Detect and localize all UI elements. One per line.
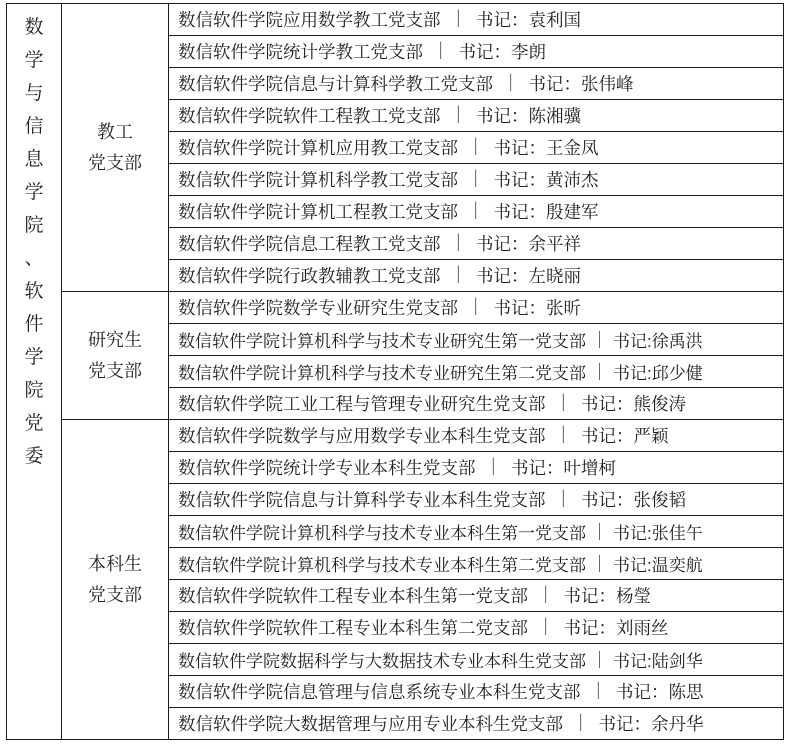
divider-bar: ｜	[467, 169, 485, 189]
secretary-name: 陈湘骥	[528, 106, 581, 126]
secretary-label: 书记：	[581, 394, 634, 414]
secretary-name: 邱少健	[651, 364, 703, 383]
group-label-line: 本科生	[88, 553, 142, 574]
divider-bar: ｜	[449, 105, 467, 125]
branch-row-cell	[169, 324, 784, 356]
branch-name: 数信软件学院计算机工程教工党支部	[178, 202, 458, 222]
secretary-label: 书记：	[528, 74, 581, 94]
secretary-name: 李朗	[511, 42, 546, 62]
college-header-char: 、	[24, 248, 44, 269]
branch-name: 数信软件学院信息与计算科学教工党支部	[178, 74, 493, 94]
secretary-label: 书记：	[581, 490, 634, 510]
college-header-char: 学	[24, 347, 44, 368]
divider-bar: ｜	[589, 681, 607, 701]
divider-bar: ｜	[591, 651, 608, 670]
secretary-label: 书记：	[563, 618, 616, 638]
branch-row-cell	[169, 356, 784, 388]
secretary-label: 书记：	[476, 10, 529, 30]
secretary-label: 书记：	[493, 202, 546, 222]
divider-bar: ｜	[572, 713, 590, 733]
secretary-label: 书记：	[476, 234, 529, 254]
college-header-char: 院	[24, 380, 44, 401]
college-header-char: 学	[24, 182, 44, 203]
college-header-char: 信	[24, 116, 44, 137]
branch-row-cell	[169, 260, 784, 292]
branch-name: 数信软件学院行政教辅教工党支部	[178, 266, 441, 286]
branch-name: 数信软件学院数据科学与大数据技术专业本科生党支部	[178, 652, 586, 671]
branch-name: 数信软件学院数学与应用数学专业本科生党支部	[178, 426, 546, 446]
secretary-name: 张昕	[546, 298, 581, 318]
secretary-label: 书记:	[613, 524, 652, 543]
secretary-label: 书记：	[493, 298, 546, 318]
branch-row-cell	[169, 580, 784, 612]
divider-bar: ｜	[449, 9, 467, 29]
secretary-name: 陆剑华	[651, 652, 703, 671]
college-header-char: 数	[24, 17, 44, 38]
branch-row-cell	[169, 4, 784, 36]
group-label-line: 党支部	[88, 584, 142, 605]
branch-name: 数信软件学院计算机科学与技术专业本科生第一党支部	[178, 524, 586, 543]
college-header-char: 软	[24, 281, 44, 302]
branch-row-cell	[169, 292, 784, 324]
secretary-label: 书记：	[511, 458, 564, 478]
branch-row-cell	[169, 676, 784, 708]
secretary-name: 余丹华	[651, 714, 704, 734]
divider-bar: ｜	[554, 425, 572, 445]
secretary-name: 余平祥	[528, 234, 581, 254]
divider-bar: ｜	[554, 489, 572, 509]
branch-row-cell	[169, 452, 784, 484]
divider-bar: ｜	[591, 523, 608, 542]
secretary-label: 书记:	[613, 652, 652, 671]
branch-name: 数信软件学院大数据管理与应用专业本科生党支部	[178, 714, 563, 734]
secretary-name: 张伟峰	[581, 74, 634, 94]
secretary-name: 刘雨丝	[616, 618, 669, 638]
branch-row-cell	[169, 68, 784, 100]
secretary-name: 左晓丽	[528, 266, 581, 286]
college-header-char: 与	[24, 83, 44, 104]
college-header-char: 息	[24, 149, 44, 170]
group-label-line: 党支部	[88, 360, 142, 381]
branch-name: 数信软件学院信息管理与信息系统专业本科生党支部	[178, 682, 581, 702]
secretary-label: 书记:	[613, 364, 652, 383]
branch-name: 数信软件学院信息工程教工党支部	[178, 234, 441, 254]
divider-bar: ｜	[467, 297, 485, 317]
divider-bar: ｜	[502, 73, 520, 93]
branch-name: 数信软件学院软件工程专业本科生第二党支部	[178, 618, 528, 638]
branch-name: 数信软件学院计算机科学与技术专业研究生第一党支部	[178, 332, 586, 351]
divider-bar: ｜	[591, 555, 608, 574]
org-table	[6, 3, 784, 740]
divider-bar: ｜	[467, 201, 485, 221]
secretary-label: 书记：	[563, 586, 616, 606]
branch-name: 数信软件学院软件工程教工党支部	[178, 106, 441, 126]
group-label-cell	[62, 292, 169, 420]
secretary-label: 书记：	[476, 266, 529, 286]
branch-row-cell	[169, 388, 784, 420]
college-header-cell	[7, 4, 62, 740]
secretary-label: 书记:	[613, 556, 652, 575]
branch-name: 数信软件学院计算机应用教工党支部	[178, 138, 458, 158]
group-label-line: 教工	[97, 121, 133, 142]
branch-row-cell	[169, 420, 784, 452]
branch-row-cell	[169, 516, 784, 548]
branch-name: 数信软件学院工业工程与管理专业研究生党支部	[178, 394, 546, 414]
group-label-line: 研究生	[88, 329, 142, 350]
secretary-label: 书记：	[581, 426, 634, 446]
secretary-name: 张佳午	[651, 524, 703, 543]
divider-bar: ｜	[554, 393, 572, 413]
college-header-char: 党	[24, 413, 44, 434]
group-label-line: 党支部	[88, 152, 142, 173]
branch-row-cell	[169, 228, 784, 260]
college-header-char: 院	[24, 215, 44, 236]
secretary-label: 书记：	[493, 170, 546, 190]
branch-row-cell	[169, 100, 784, 132]
secretary-name: 袁利国	[528, 10, 581, 30]
divider-bar: ｜	[591, 331, 608, 350]
branch-name: 数信软件学院数学专业研究生党支部	[178, 298, 458, 318]
branch-row-cell	[169, 132, 784, 164]
table-row	[7, 4, 784, 36]
group-label-cell	[62, 420, 169, 740]
branch-row-cell	[169, 36, 784, 68]
divider-bar: ｜	[591, 363, 608, 382]
secretary-label: 书记:	[613, 332, 652, 351]
secretary-name: 徐禹洪	[651, 332, 703, 351]
secretary-name: 王金凤	[546, 138, 599, 158]
secretary-label: 书记：	[598, 714, 651, 734]
secretary-name: 张俊韬	[633, 490, 686, 510]
secretary-name: 严颖	[633, 426, 669, 446]
divider-bar: ｜	[432, 41, 450, 61]
college-header-char: 委	[24, 446, 44, 467]
branch-name: 数信软件学院软件工程专业本科生第一党支部	[178, 586, 528, 606]
divider-bar: ｜	[484, 457, 502, 477]
branch-row-cell	[169, 548, 784, 580]
branch-row-cell	[169, 612, 784, 644]
branch-row-cell	[169, 708, 784, 740]
org-table-body	[7, 4, 784, 740]
branch-name: 数信软件学院计算机科学与技术专业研究生第二党支部	[178, 364, 586, 383]
secretary-name: 熊俊涛	[633, 394, 686, 414]
secretary-name: 殷建军	[546, 202, 599, 222]
branch-name: 数信软件学院信息与计算科学专业本科生党支部	[178, 490, 546, 510]
divider-bar: ｜	[467, 137, 485, 157]
branch-name: 数信软件学院统计学教工党支部	[178, 42, 423, 62]
secretary-name: 温奕航	[651, 556, 703, 575]
branch-row-cell	[169, 644, 784, 676]
divider-bar: ｜	[449, 265, 467, 285]
secretary-label: 书记：	[458, 42, 511, 62]
branch-row-cell	[169, 484, 784, 516]
secretary-name: 陈思	[668, 682, 704, 702]
branch-name: 数信软件学院统计学专业本科生党支部	[178, 458, 476, 478]
divider-bar: ｜	[537, 617, 555, 637]
college-header-char: 件	[24, 314, 44, 335]
divider-bar: ｜	[537, 585, 555, 605]
secretary-name: 杨瑩	[616, 586, 651, 606]
college-header-char: 学	[24, 50, 44, 71]
secretary-name: 黄沛杰	[546, 170, 599, 190]
table-row	[7, 420, 784, 452]
group-label-cell	[62, 4, 169, 292]
branch-name: 数信软件学院计算机科学与技术专业本科生第二党支部	[178, 556, 586, 575]
divider-bar: ｜	[449, 233, 467, 253]
branch-row-cell	[169, 196, 784, 228]
secretary-label: 书记：	[616, 682, 669, 702]
table-row	[7, 292, 784, 324]
branch-name: 数信软件学院应用数学教工党支部	[178, 10, 441, 30]
secretary-label: 书记：	[476, 106, 529, 126]
secretary-name: 叶增柯	[563, 458, 616, 478]
secretary-label: 书记：	[493, 138, 546, 158]
branch-row-cell	[169, 164, 784, 196]
branch-name: 数信软件学院计算机科学教工党支部	[178, 170, 458, 190]
